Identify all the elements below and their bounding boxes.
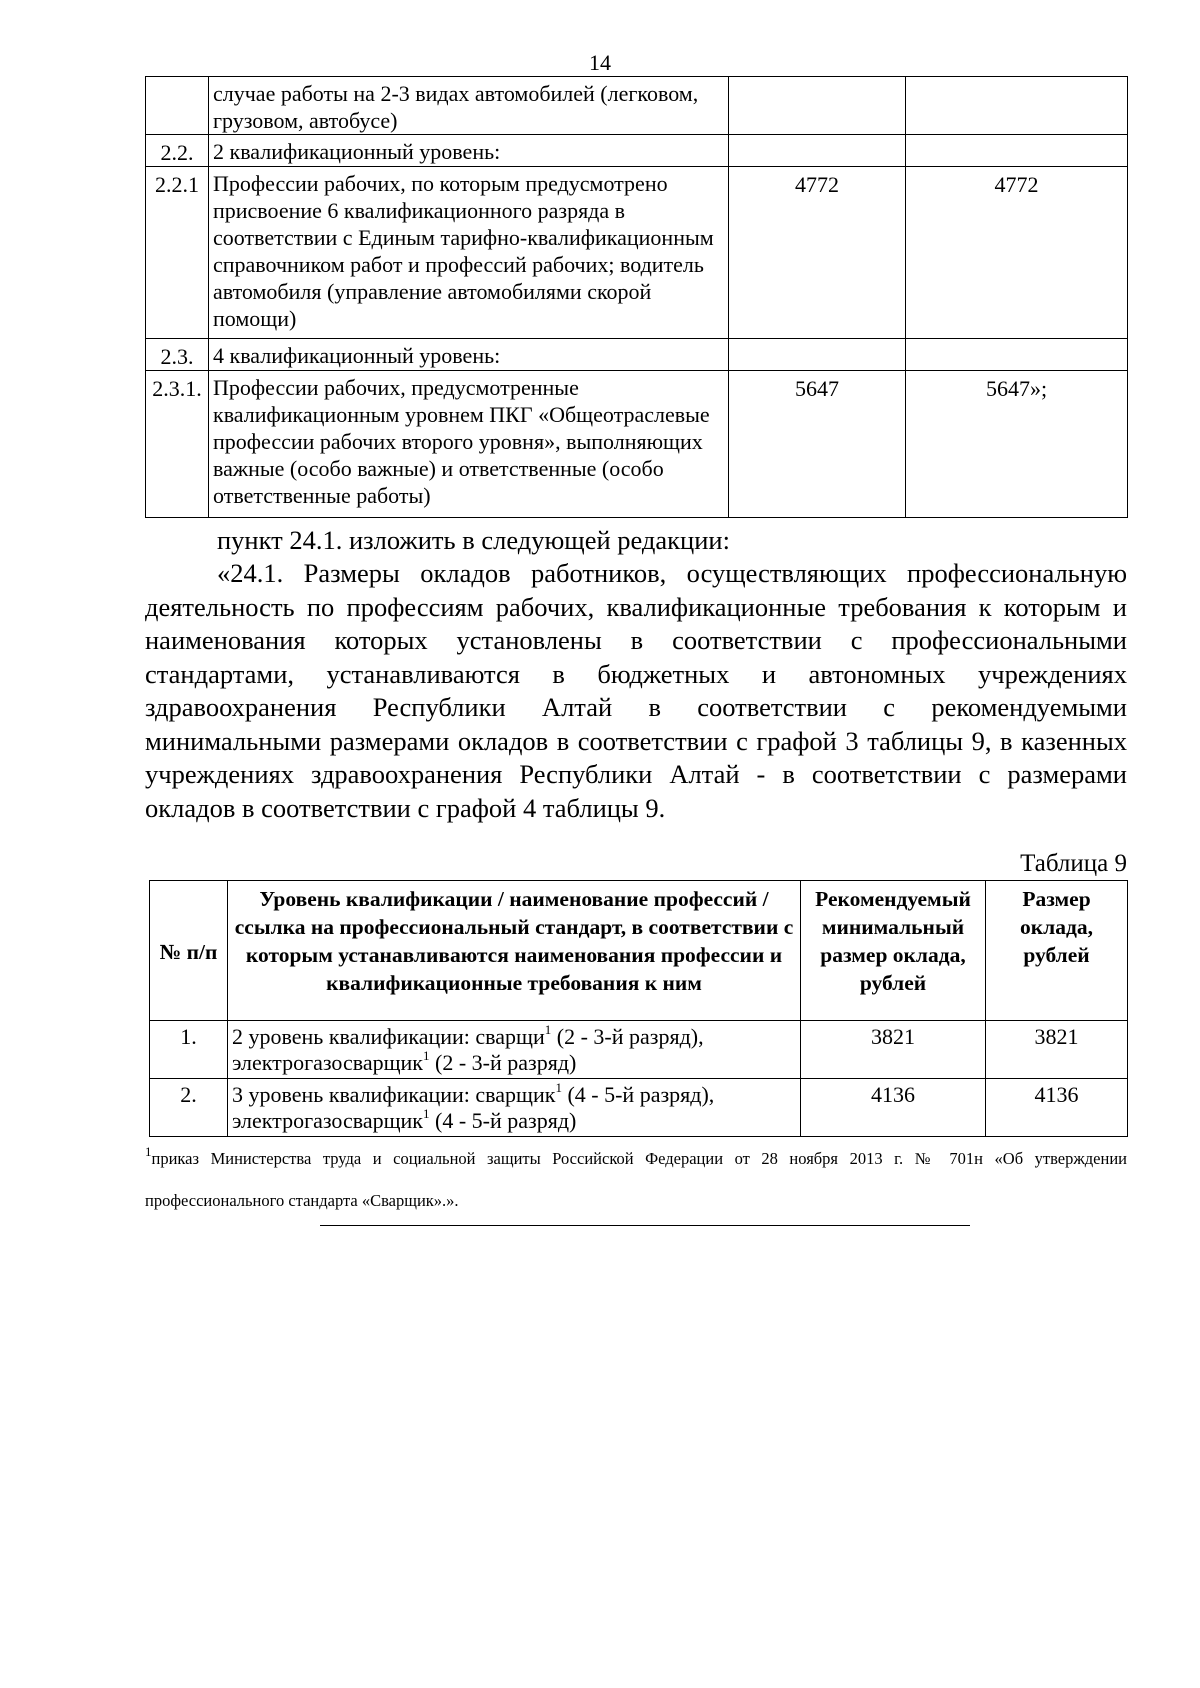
amendment-text: «24.1. Размеры окладов работников, осуществляющих профессиональную деятельность по профессиям рабочих, квалификационные требования к которым и наименования которых установлены в соответствии с профессиональными стандартами, устанавливаются в бюджетных и автономных учреждениях здравоохранения Республики Алтай в соответствии с рекомендуемыми минимальными размерами окладов в соответствии с графой 3 таблицы 9, в казенных учреждениях здравоохранения Республики Алтай - в соответствии с размерами окладов в соответствии с графой 4 таблицы 9. xyxy=(145,558,1127,823)
salary: 3821 xyxy=(986,1021,1128,1079)
header-qualification: Уровень квалификации / наименование профессий / ссылка на профессиональный стандарт, в соответствии с которым устанавливаются наименования профессии и квалификационные требования к ним xyxy=(228,881,801,1021)
row-number: 2.2. xyxy=(146,135,209,167)
row-number: 2.3. xyxy=(146,339,209,371)
table-row xyxy=(146,371,1128,518)
row-text xyxy=(228,1021,801,1079)
row-text-part: (4 - 5-й разряд), электрогазосварщик xyxy=(232,1082,715,1133)
header-recommended-salary: Рекомендуемый минимальный размер оклада, рублей xyxy=(801,881,986,1021)
table-row xyxy=(146,77,1128,135)
recommended-salary xyxy=(729,135,906,167)
row-text: 2 квалификационный уровень: xyxy=(209,135,729,167)
row-text-part: 3 уровень квалификации: сварщик xyxy=(232,1082,556,1107)
table-header-row xyxy=(150,881,1128,1021)
row-text: случае работы на 2-3 видах автомобилей (легковом, грузовом, автобусе) xyxy=(209,77,729,135)
footnote xyxy=(145,1138,1127,1222)
recommended-salary: 4136 xyxy=(801,1079,986,1137)
salary: 4772 xyxy=(906,167,1128,339)
header-salary: Размер оклада, рублей xyxy=(986,881,1128,1021)
salary: 5647»; xyxy=(906,371,1128,518)
footnote-text: приказ Министерства труда и социальной защиты Российской Федерации от 28 ноября 2013 г. № 701н «Об утверждении профессионального стандарта «Сварщик».». xyxy=(145,1149,1127,1210)
page-number: 14 xyxy=(589,50,611,75)
row-text: 4 квалификационный уровень: xyxy=(209,339,729,371)
recommended-salary: 5647 xyxy=(729,371,906,518)
header-number: № п/п xyxy=(150,881,228,1021)
row-text: Профессии рабочих, по которым предусмотрено присвоение 6 квалификационного разряда в соответствии с Единым тарифно-квалификационным справочником работ и профессий рабочих; водитель автомобиля (управление автомобилями скорой помощи) xyxy=(209,167,729,339)
row-text-part: (2 - 3-й разряд) xyxy=(429,1050,577,1075)
footnote-ref: 1 xyxy=(544,1021,552,1037)
row-number: 1. xyxy=(150,1021,228,1079)
table-row xyxy=(146,339,1128,371)
table-9 xyxy=(149,880,1128,1137)
row-text: Профессии рабочих, предусмотренные квалификационным уровнем ПКГ «Общеотраслевые профессии рабочих второго уровня», выполняющих важные (особо важные) и ответственные (особо ответственные работы) xyxy=(209,371,729,518)
row-text-part: (4 - 5-й разряд) xyxy=(429,1108,577,1133)
recommended-salary xyxy=(729,77,906,135)
row-text-part: (2 - 3-й разряд), электрогазосварщик xyxy=(232,1024,704,1075)
closing-rule xyxy=(320,1225,970,1226)
row-number xyxy=(146,77,209,135)
table-row xyxy=(146,167,1128,339)
footnote-ref: 1 xyxy=(423,1047,430,1063)
footnote-ref: 1 xyxy=(555,1079,562,1095)
recommended-salary: 4772 xyxy=(729,167,906,339)
footnote-marker: 1 xyxy=(145,1143,152,1159)
row-text-part: 2 уровень квалификации: сварщи xyxy=(232,1024,545,1049)
salary xyxy=(906,77,1128,135)
table-row xyxy=(150,1021,1128,1079)
row-number: 2.2.1 xyxy=(146,167,209,339)
table-row xyxy=(150,1079,1128,1137)
table-row xyxy=(146,135,1128,167)
row-number: 2. xyxy=(150,1079,228,1137)
amendment-intro: пункт 24.1. изложить в следующей редакции: xyxy=(217,525,730,555)
salary xyxy=(906,339,1128,371)
table-caption: Таблица 9 xyxy=(1020,850,1127,877)
continued-salary-table xyxy=(145,76,1128,518)
row-text xyxy=(228,1079,801,1137)
salary: 4136 xyxy=(986,1079,1128,1137)
recommended-salary xyxy=(729,339,906,371)
footnote-ref: 1 xyxy=(423,1105,430,1121)
row-number: 2.3.1. xyxy=(146,371,209,518)
recommended-salary: 3821 xyxy=(801,1021,986,1079)
salary xyxy=(906,135,1128,167)
